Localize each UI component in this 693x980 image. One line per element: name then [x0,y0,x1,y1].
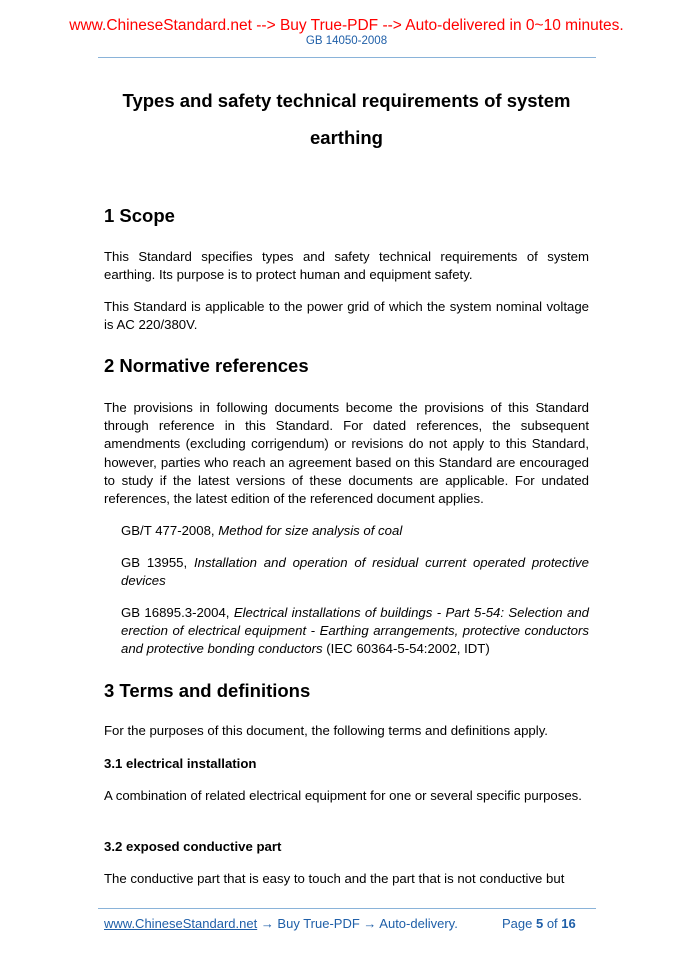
reference-title: Electrical installations of buildings - Part 5-54: Selection and erection of electrical equipment - Earthing arrangements, protective conductors and protective bonding conductors [121,605,589,657]
page-indicator [502,916,576,932]
section-2-para-1 [104,399,589,508]
reference-suffix: (IEC 60364-5-54:2002, IDT) [322,641,490,657]
document-title [90,82,603,156]
term-definition: A combination of related electrical equipment for one or several specific purposes. [104,788,582,803]
promo-banner[interactable]: www.ChineseStandard.net --> Buy True-PDF --> Auto-delivered in 0~10 minutes. [69,17,624,34]
term-3-2-definition [104,870,589,888]
of-label: of [543,916,562,931]
normative-paragraph: The provisions in following documents become the provisions of this Standard through reference in this Standard. For dated references, the subsequent amendments (excluding corrigendum) or revisions do not apply to this Standard, however, parties who reach an agreement based on this Standard are encouraged to study if the latest versions of these documents are applicable. For undated references, the latest edition of the referenced document applies. [104,400,589,507]
term-3-1-heading: 3.1 electrical installation [104,756,257,771]
term-3-2-heading: 3.2 exposed conductive part [104,839,282,854]
scope-paragraph-1: This Standard specifies types and safety technical requirements of system earthing. Its purpose is to protect human and equipment safety. [104,249,589,283]
header-divider [98,57,596,58]
reference-title: Installation and operation of residual current operated protective devices [121,555,589,589]
terms-intro: For the purposes of this document, the following terms and definitions apply. [104,723,548,738]
section-1-para-2 [104,298,589,334]
footer-divider [98,908,596,909]
scope-paragraph-2: This Standard is applicable to the power grid of which the system nominal voltage is AC 220/380V. [104,299,589,333]
reference-item [121,554,589,590]
section-1-para-1 [104,248,589,284]
title-line-1: Types and safety technical requirements of system [122,90,571,111]
section-3-intro [104,722,589,740]
term-3-1-definition [104,787,589,805]
page-number: 5 [535,916,544,931]
section-2-heading: 2 Normative references [104,355,309,376]
footer-promo-text: → Buy True-PDF → Auto-delivery. [257,916,458,931]
term-definition: The conductive part that is easy to touch and the part that is not conductive but [104,871,565,886]
reference-title: Method for size analysis of coal [218,523,403,538]
footer-site-link[interactable]: www.ChineseStandard.net [104,916,258,931]
reference-code: GB/T 477-2008, [121,523,219,538]
footer-promo[interactable] [104,916,458,932]
page-label: Page [502,916,536,931]
section-1-heading: 1 Scope [104,205,175,226]
reference-item [121,604,589,659]
page-total: 16 [561,916,576,931]
reference-item [121,522,589,540]
title-line-2: earthing [310,127,383,148]
section-3-heading: 3 Terms and definitions [104,680,311,701]
standard-number-header: GB 14050-2008 [305,35,388,47]
reference-code: GB 13955, [121,555,194,570]
reference-code: GB 16895.3-2004, [121,605,234,620]
